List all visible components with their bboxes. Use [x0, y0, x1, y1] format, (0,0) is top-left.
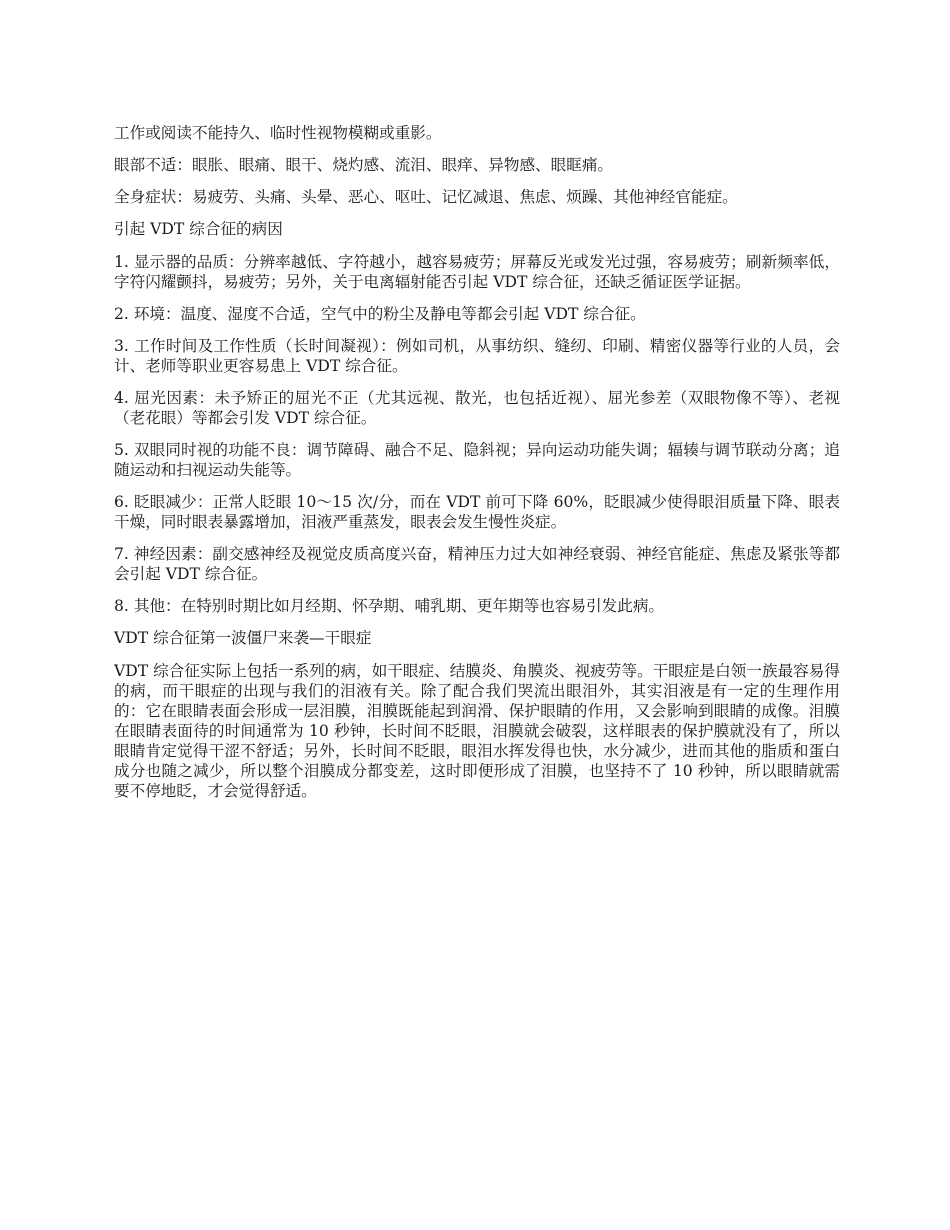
list-item-environment: 2. 环境：温度、湿度不合适，空气中的粉尘及静电等都会引起 VDT 综合征。: [114, 305, 646, 323]
list-item-nervous-factors: 7. 神经因素：副交感神经及视觉皮质高度兴奋，精神压力过大如神经衰弱、神经官能症、焦虑及紧张等都会引起 VDT 综合征。: [114, 545, 840, 583]
paragraph-dry-eye-explanation: VDT 综合征实际上包括一系列的病，如干眼症、结膜炎、角膜炎、视疲劳等。干眼症是白领一族最容易得的病，而干眼症的出现与我们的泪液有关。除了配合我们哭流出眼泪外，其实泪液是有一定的生理作用的：它在眼睛表面会形成一层泪膜，泪膜既能起到润滑、保护眼睛的作用，又会影响到眼睛的成像。泪膜在眼睛表面待的时间通常为 10 秒钟，长时间不眨眼，泪膜就会破裂，这样眼表的保护膜就没有了，所以眼睛肯定觉得干涩不舒适；另外，长时间不眨眼，眼泪水挥发得也快，水分减少，进而其他的脂质和蛋白成分也随之减少，所以整个泪膜成分都变差，这时即便形成了泪膜，也坚持不了 10 秒钟，所以眼睛就需要不停地眨，才会觉得舒适。: [114, 662, 840, 800]
document-page: [114, 123, 840, 813]
paragraph-eye-discomfort: 眼部不适：眼胀、眼痛、眼干、烧灼感、流泪、眼痒、异物感、眼眶痛。: [114, 156, 614, 174]
paragraph-body-symptoms: 全身症状：易疲劳、头痛、头晕、恶心、呕吐、记忆减退、焦虑、烦躁、其他神经官能症。: [114, 188, 738, 206]
list-item-refraction: 4. 屈光因素：未予矫正的屈光不正（尤其远视、散光，也包括近视）、屈光参差（双眼物像不等）、老视（老花眼）等都会引发 VDT 综合征。: [114, 389, 840, 427]
paragraph-vision-symptoms: 工作或阅读不能持久、临时性视物模糊或重影。: [114, 124, 442, 142]
list-item-display-quality: 1. 显示器的品质：分辨率越低、字符越小，越容易疲劳；屏幕反光或发光过强，容易疲劳；刷新频率低，字符闪耀颤抖，易疲劳；另外，关于电离辐射能否引起 VDT 综合征，还缺乏循证医学证据。: [114, 253, 840, 291]
list-item-other: 8. 其他：在特别时期比如月经期、怀孕期、哺乳期、更年期等也容易引发此病。: [114, 597, 665, 615]
list-item-blinking: 6. 眨眼减少：正常人眨眼 10～15 次/分，而在 VDT 前可下降 60%，眨眼减少使得眼泪质量下降、眼表干燥，同时眼表暴露增加，泪液严重蒸发，眼表会发生慢性炎症。: [114, 493, 840, 531]
list-item-work-time: 3. 工作时间及工作性质（长时间凝视）：例如司机，从事纺织、缝纫、印刷、精密仪器等行业的人员，会计、老师等职业更容易患上 VDT 综合征。: [114, 337, 840, 375]
section-heading-dry-eye: VDT 综合征第一波僵尸来袭—干眼症: [114, 629, 372, 647]
section-heading-causes: 引起 VDT 综合征的病因: [114, 220, 283, 238]
list-item-binocular-vision: 5. 双眼同时视的功能不良：调节障碍、融合不足、隐斜视；异向运动功能失调；辐辏与调节联动分离；追随运动和扫视运动失能等。: [114, 441, 840, 479]
